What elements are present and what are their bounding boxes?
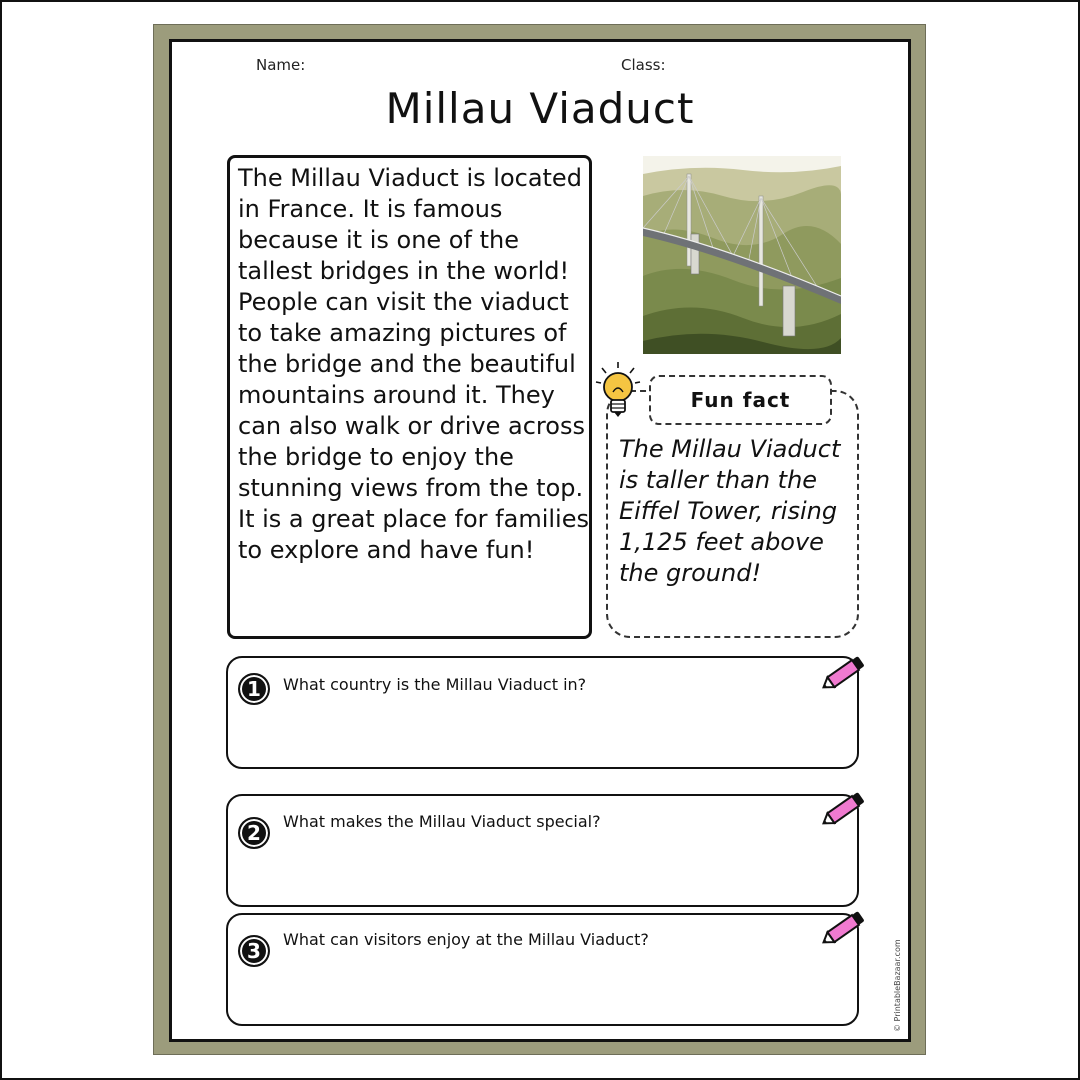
question-1-number: 1 [238,673,270,705]
question-2-text: What makes the Millau Viaduct special? [283,812,601,831]
page-title: Millau Viaduct [385,84,695,133]
class-label: Class: [621,56,666,74]
question-3-text: What can visitors enjoy at the Millau Viaduct? [283,930,649,949]
fun-fact-heading: Fun fact [649,375,832,425]
pencil-icon [818,786,870,832]
question-1-text: What country is the Millau Viaduct in? [283,675,587,694]
question-1-answer-box[interactable] [226,656,859,769]
name-label: Name: [256,56,306,74]
question-3-number: 3 [238,935,270,967]
reading-passage: The Millau Viaduct is located in France. It is famous because it is one of the tallest bridges in the world! People can visit the viaduct to take amazing pictures of the bridge and the beautiful mountains around it. They can also walk or drive across the bridge to enjoy the stunning views from the top. It is a great place for families to explore and have fun! [238,164,589,564]
bridge-illustration [643,156,841,354]
question-2-number: 2 [238,817,270,849]
question-2-answer-box[interactable] [226,794,859,907]
copyright-text: © PrintableBazaar.com [893,939,902,1032]
pencil-icon [818,905,870,951]
pencil-icon [818,650,870,696]
lightbulb-icon [594,360,642,424]
fun-fact-text: The Millau Viaduct is taller than the Eiffel Tower, rising 1,125 feet above the ground! [619,435,841,587]
